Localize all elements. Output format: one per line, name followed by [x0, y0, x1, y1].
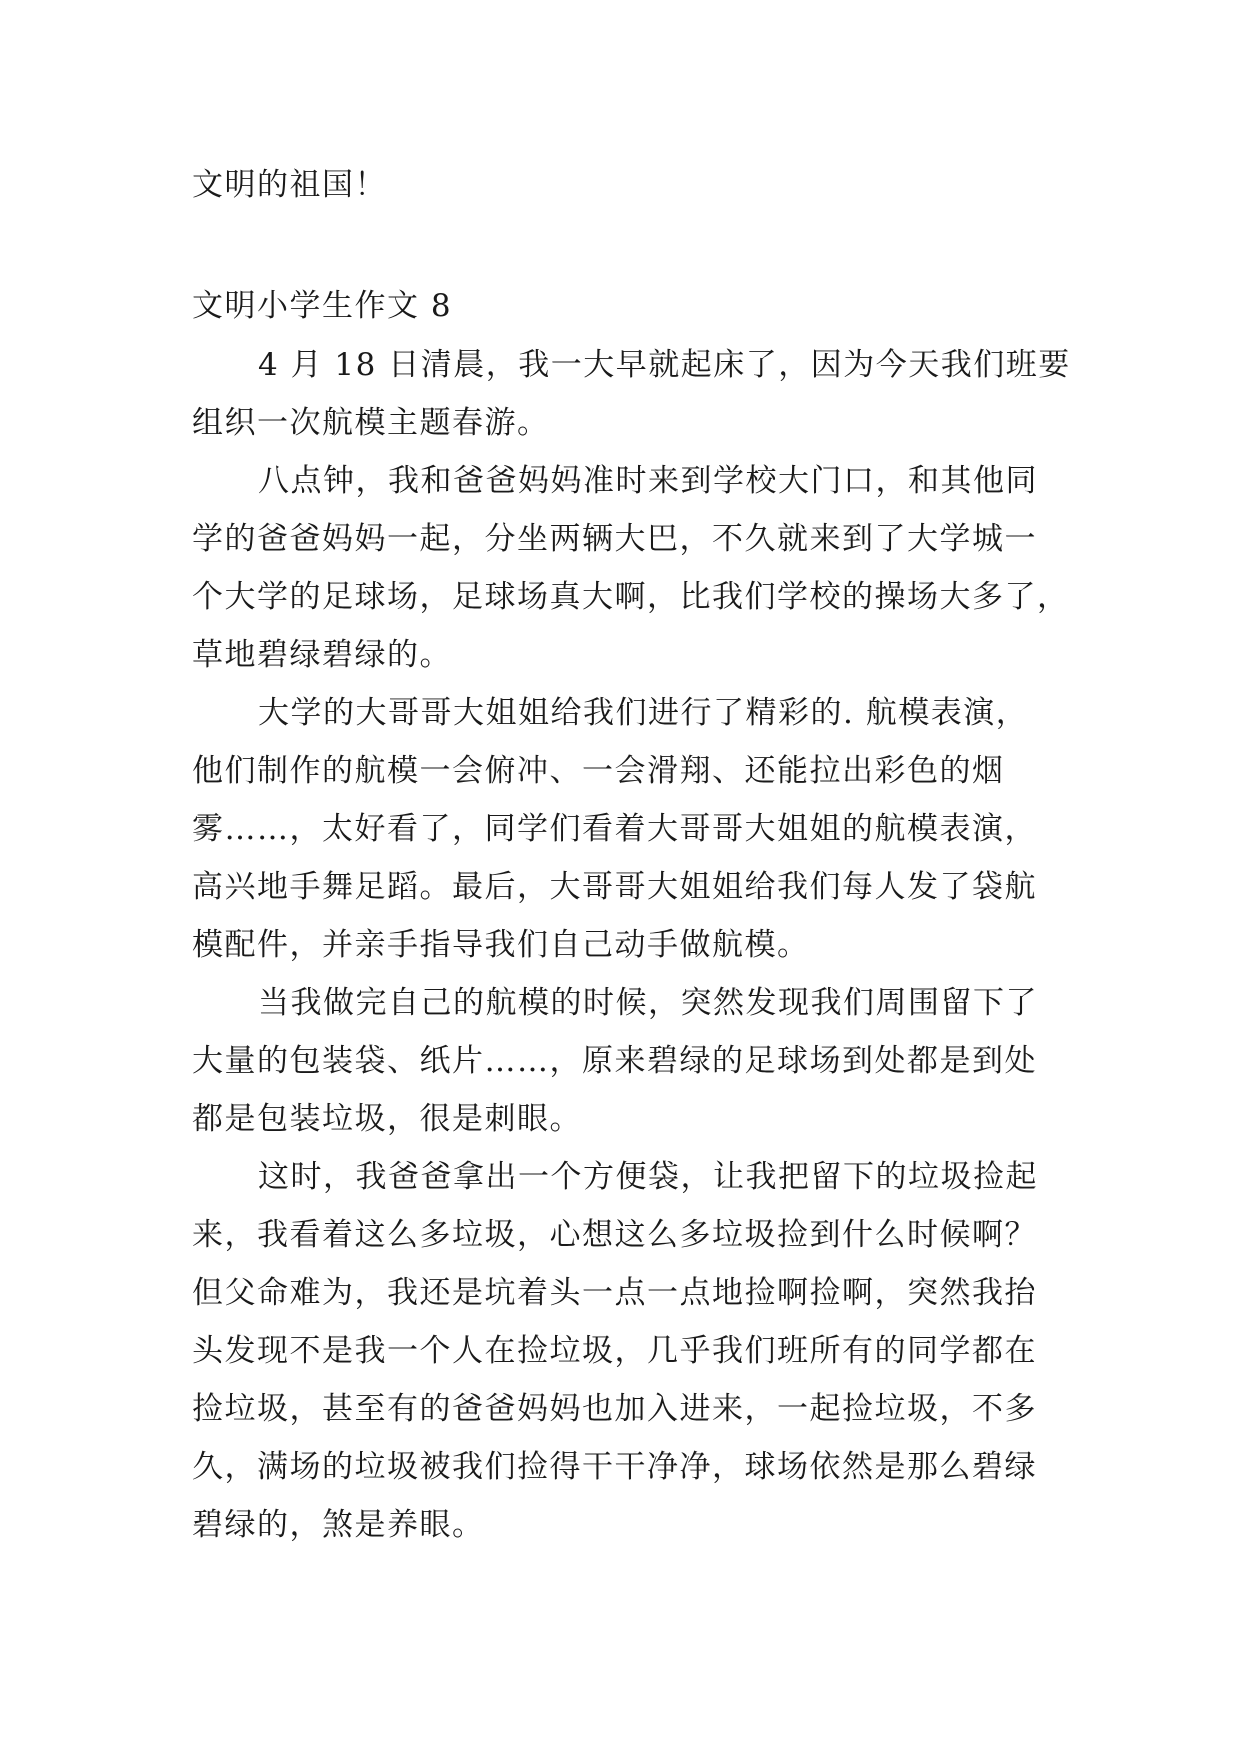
- text-line: 高兴地手舞足蹈。最后，大哥哥大姐姐给我们每人发了袋航: [192, 869, 1037, 905]
- continuation-line: [192, 156, 1062, 214]
- text-line: 大量的包装袋、纸片……，原来碧绿的足球场到处都是到处: [192, 1043, 1037, 1079]
- paragraph: [192, 336, 1071, 452]
- text-line: 捡垃圾，甚至有的爸爸妈妈也加入进来，一起捡垃圾，不多: [192, 1391, 1037, 1427]
- text-line: 这时，我爸爸拿出一个方便袋，让我把留下的垃圾捡起: [258, 1159, 1038, 1195]
- text-line: 当我做完自己的航模的时候，突然发现我们周围留下了: [258, 985, 1038, 1021]
- text-line: 学的爸爸妈妈一起，分坐两辆大巴，不久就来到了大学城一: [192, 521, 1037, 557]
- text-line: 个大学的足球场，足球场真大啊，比我们学校的操场大多了，: [192, 579, 1070, 615]
- text-line: 碧绿的，煞是养眼。: [192, 1507, 485, 1543]
- text-line: 都是包装垃圾，很是刺眼。: [192, 1101, 582, 1137]
- paragraph: [192, 684, 1062, 974]
- paragraph: [192, 452, 1070, 684]
- text-line: 草地碧绿碧绿的。: [192, 637, 452, 673]
- text-line: 雾……，太好看了，同学们看着大哥哥大姐姐的航模表演，: [192, 811, 1037, 847]
- text-line: 大学的大哥哥大姐姐给我们进行了精彩的. 航模表演，: [258, 695, 1029, 731]
- text-line: 久，满场的垃圾被我们捡得干干净净，球场依然是那么碧绿: [192, 1449, 1037, 1485]
- heading-text: 文明小学生作文 8: [192, 288, 453, 324]
- text-line: 头发现不是我一个人在捡垃圾，几乎我们班所有的同学都在: [192, 1333, 1037, 1369]
- paragraph: [192, 974, 1062, 1148]
- text-line: 模配件，并亲手指导我们自己动手做航模。: [192, 927, 810, 963]
- essay-heading: [192, 277, 1062, 335]
- paragraph: [192, 1148, 1062, 1554]
- text-line: 但父命难为，我还是坑着头一点一点地捡啊捡啊，突然我抬: [192, 1275, 1037, 1311]
- text-line: 组织一次航模主题春游。: [192, 405, 550, 441]
- text-line: 4 月 18 日清晨，我一大早就起床了，因为今天我们班要: [258, 347, 1071, 383]
- text-line: 来，我看着这么多垃圾，心想这么多垃圾捡到什么时候啊？: [192, 1217, 1037, 1253]
- essay-body: [192, 336, 1071, 1554]
- text-line: 文明的祖国！: [192, 167, 387, 203]
- text-line: 他们制作的航模一会俯冲、一会滑翔、还能拉出彩色的烟: [192, 753, 1005, 789]
- text-line: 八点钟，我和爸爸妈妈准时来到学校大门口，和其他同: [258, 463, 1038, 499]
